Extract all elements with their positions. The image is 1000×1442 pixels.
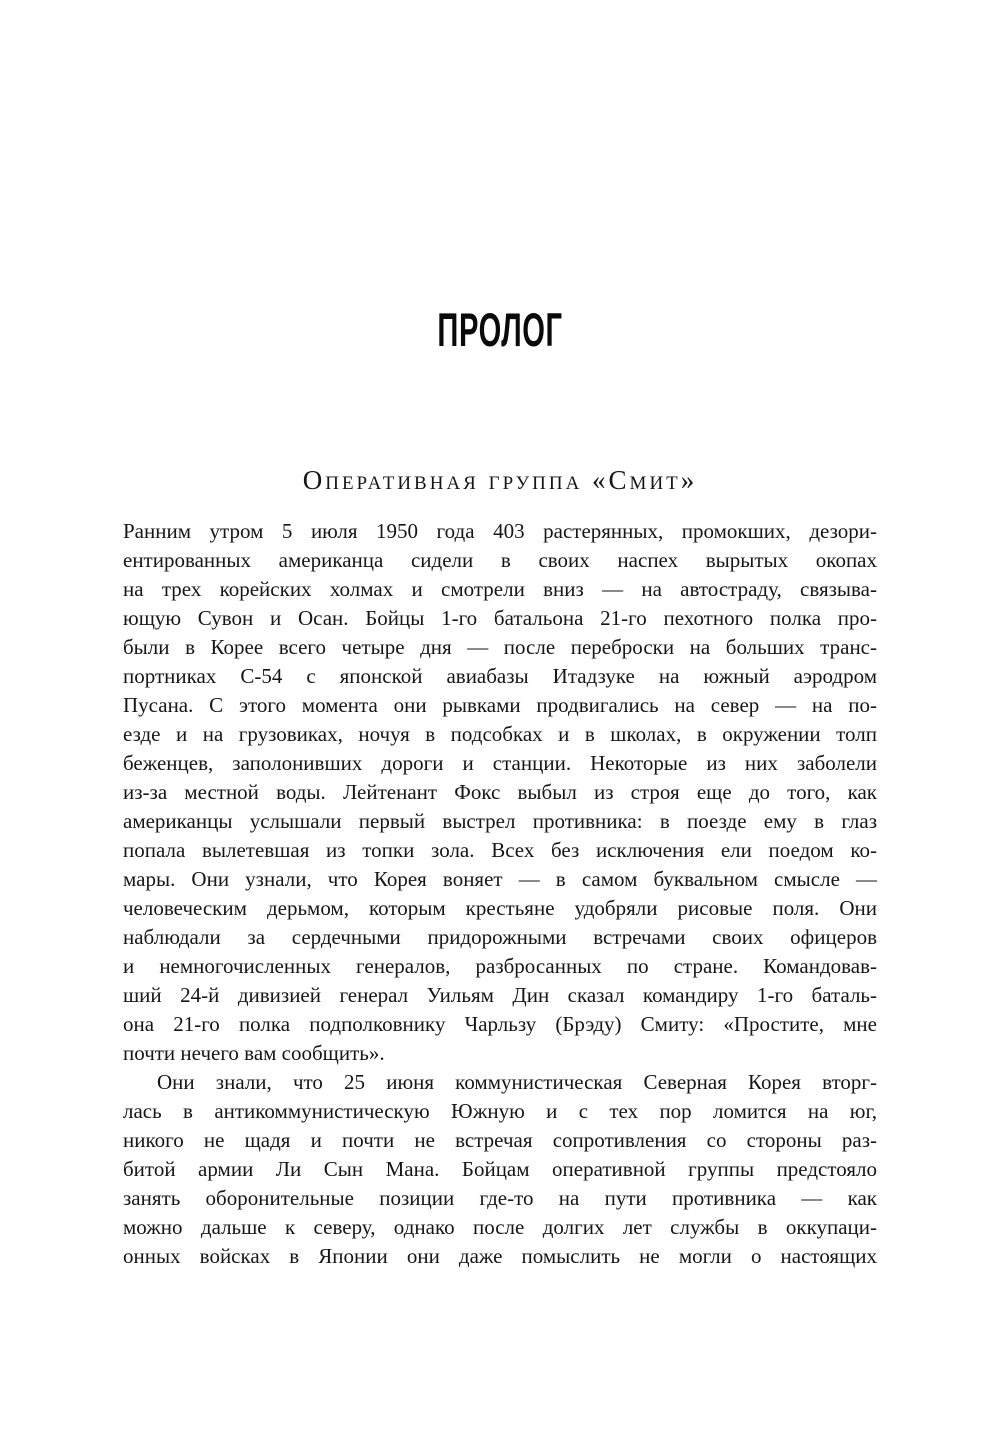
text-line: ший 24-й дивизией генерал Уильям Дин сказал командиру 1-го баталь- bbox=[123, 983, 877, 1008]
text-line: ентированных американца сидели в своих наспех вырытых окопах bbox=[123, 548, 877, 573]
text-line: наблюдали за сердечными придорожными встречами своих офицеров bbox=[123, 925, 877, 950]
text-line: портниках С-54 с японской авиабазы Итадзуке на южный аэродром bbox=[123, 664, 877, 689]
text-line: попала вылетевшая из топки зола. Всех без исключения ели поедом ко- bbox=[123, 838, 877, 863]
text-line: езде и на грузовиках, ночуя в подсобках и в школах, в окружении толп bbox=[123, 722, 877, 747]
text-line: человеческим дерьмом, которым крестьяне удобряли рисовые поля. Они bbox=[123, 896, 877, 921]
text-line: Ранним утром 5 июля 1950 года 403 растерянных, промокших, дезори- bbox=[123, 519, 877, 544]
text-line: были в Корее всего четыре дня — после переброски на больших транс- bbox=[123, 635, 877, 660]
text-line: никого не щадя и почти не встречая сопротивления со стороны раз- bbox=[123, 1128, 877, 1153]
text-line: почти нечего вам сообщить». bbox=[123, 1041, 385, 1066]
text-line: мары. Они узнали, что Корея воняет — в самом буквальном смысле — bbox=[123, 867, 877, 892]
text-line: лась в антикоммунистическую Южную и с тех пор ломится на юг, bbox=[123, 1099, 877, 1124]
text-line: Они знали, что 25 июня коммунистическая Северная Корея вторг- bbox=[157, 1070, 877, 1095]
body-text bbox=[123, 517, 877, 1271]
text-line: занять оборонительные позиции где-то на пути противника — как bbox=[123, 1186, 877, 1211]
text-line: Пусана. С этого момента они рывками продвигались на север — на по- bbox=[123, 693, 877, 718]
text-line: она 21-го полка подполковнику Чарльзу (Брэду) Смиту: «Простите, мне bbox=[123, 1012, 877, 1037]
text-line: битой армии Ли Сын Мана. Бойцам оперативной группы предстояло bbox=[123, 1157, 877, 1182]
chapter-title-text: ПРОЛОГ bbox=[437, 303, 563, 356]
chapter-title bbox=[123, 303, 877, 356]
text-block bbox=[123, 0, 877, 1271]
text-line: американцы услышали первый выстрел противника: в поезде ему в глаз bbox=[123, 809, 877, 834]
text-line: и немногочисленных генералов, разбросанных по стране. Командовав- bbox=[123, 954, 877, 979]
text-line: беженцев, заполонивших дороги и станции. Некоторые из них заболели bbox=[123, 751, 877, 776]
text-line: ющую Сувон и Осан. Бойцы 1-го батальона 21-го пехотного полка про- bbox=[123, 606, 877, 631]
text-line: из-за местной воды. Лейтенант Фокс выбыл из строя еще до того, как bbox=[123, 780, 877, 805]
text-line: онных войсках в Японии они даже помыслить не могли о настоящих bbox=[123, 1244, 877, 1269]
text-line: на трех корейских холмах и смотрели вниз — на автостраду, связыва- bbox=[123, 577, 877, 602]
section-heading: Оперативная группа «Смит» bbox=[302, 465, 698, 495]
text-line: можно дальше к северу, однако после долгих лет службы в оккупаци- bbox=[123, 1215, 877, 1240]
